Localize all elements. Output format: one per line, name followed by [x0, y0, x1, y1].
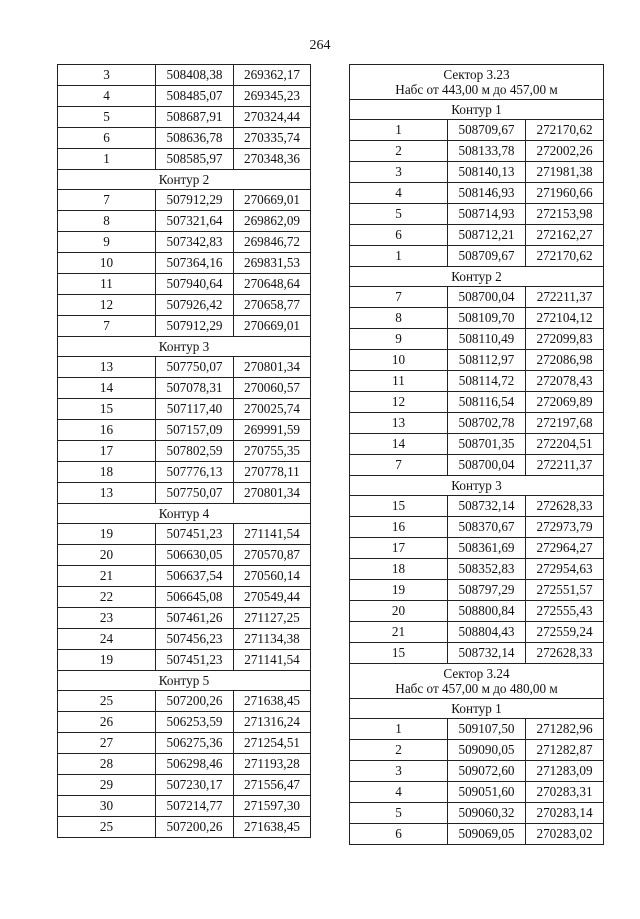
point-number-cell: 19 [58, 650, 156, 671]
y-coordinate-cell: 271141,54 [234, 650, 311, 671]
table-row [350, 371, 604, 392]
contour-header-row [350, 476, 604, 496]
table-row [350, 559, 604, 580]
y-coordinate-cell: 270658,77 [234, 295, 311, 316]
point-number-cell: 17 [58, 441, 156, 462]
point-number-cell: 2 [350, 141, 448, 162]
x-coordinate-cell: 508585,97 [156, 149, 234, 170]
point-number-cell: 15 [350, 496, 448, 517]
table-row [350, 141, 604, 162]
x-coordinate-cell: 506630,05 [156, 545, 234, 566]
point-number-cell: 7 [350, 455, 448, 476]
table-row [350, 455, 604, 476]
y-coordinate-cell: 269991,59 [234, 420, 311, 441]
y-coordinate-cell: 270669,01 [234, 316, 311, 337]
y-coordinate-cell: 272078,43 [526, 371, 604, 392]
coordinates-table-left [57, 64, 311, 838]
point-number-cell: 13 [350, 413, 448, 434]
point-number-cell: 4 [58, 86, 156, 107]
x-coordinate-cell: 508116,54 [448, 392, 526, 413]
table-row [58, 211, 311, 232]
x-coordinate-cell: 508709,67 [448, 246, 526, 267]
y-coordinate-cell: 272170,62 [526, 246, 604, 267]
y-coordinate-cell: 272086,98 [526, 350, 604, 371]
x-coordinate-cell: 507451,23 [156, 650, 234, 671]
x-coordinate-cell: 508361,69 [448, 538, 526, 559]
x-coordinate-cell: 509107,50 [448, 719, 526, 740]
y-coordinate-cell: 270060,57 [234, 378, 311, 399]
x-coordinate-cell: 508712,21 [448, 225, 526, 246]
point-number-cell: 18 [350, 559, 448, 580]
sector-elevation-range: Набс от 443,00 м до 457,00 м [395, 82, 558, 97]
table-row [350, 204, 604, 225]
x-coordinate-cell: 508370,67 [448, 517, 526, 538]
table-row [350, 782, 604, 803]
x-coordinate-cell: 506645,08 [156, 587, 234, 608]
y-coordinate-cell: 270549,44 [234, 587, 311, 608]
sector-title: Сектор 3.23 [443, 66, 510, 82]
y-coordinate-cell: 271638,45 [234, 817, 311, 838]
x-coordinate-cell: 507200,26 [156, 691, 234, 712]
contour-header-row [350, 267, 604, 287]
x-coordinate-cell: 508110,49 [448, 329, 526, 350]
x-coordinate-cell: 506275,36 [156, 733, 234, 754]
y-coordinate-cell: 271638,45 [234, 691, 311, 712]
x-coordinate-cell: 507940,64 [156, 274, 234, 295]
x-coordinate-cell: 508109,70 [448, 308, 526, 329]
y-coordinate-cell: 271254,51 [234, 733, 311, 754]
y-coordinate-cell: 272099,83 [526, 329, 604, 350]
table-row [350, 120, 604, 141]
y-coordinate-cell: 270560,14 [234, 566, 311, 587]
sector-elevation-range: Набс от 457,00 м до 480,00 м [395, 681, 558, 696]
table-row [58, 775, 311, 796]
point-number-cell: 1 [350, 246, 448, 267]
y-coordinate-cell: 271282,87 [526, 740, 604, 761]
y-coordinate-cell: 272002,26 [526, 141, 604, 162]
x-coordinate-cell: 508112,97 [448, 350, 526, 371]
point-number-cell: 20 [58, 545, 156, 566]
table-row [58, 295, 311, 316]
point-number-cell: 12 [58, 295, 156, 316]
y-coordinate-cell: 270324,44 [234, 107, 311, 128]
y-coordinate-cell: 269362,17 [234, 65, 311, 86]
point-number-cell: 6 [350, 824, 448, 845]
x-coordinate-cell: 507750,07 [156, 357, 234, 378]
x-coordinate-cell: 508114,72 [448, 371, 526, 392]
x-coordinate-cell: 507117,40 [156, 399, 234, 420]
x-coordinate-cell: 507157,09 [156, 420, 234, 441]
x-coordinate-cell: 507750,07 [156, 483, 234, 504]
point-number-cell: 26 [58, 712, 156, 733]
point-number-cell: 1 [58, 149, 156, 170]
table-row [58, 253, 311, 274]
x-coordinate-cell: 509072,60 [448, 761, 526, 782]
table-row [350, 761, 604, 782]
x-coordinate-cell: 508687,91 [156, 107, 234, 128]
table-row [58, 483, 311, 504]
point-number-cell: 4 [350, 183, 448, 204]
y-coordinate-cell: 270283,14 [526, 803, 604, 824]
y-coordinate-cell: 270755,35 [234, 441, 311, 462]
point-number-cell: 5 [58, 107, 156, 128]
table-row [58, 190, 311, 211]
page-number: 264 [309, 38, 331, 53]
table-row [58, 65, 311, 86]
y-coordinate-cell: 272162,27 [526, 225, 604, 246]
right-table-body [350, 65, 604, 845]
contour-title: Контур 1 [350, 699, 604, 719]
contour-title: Контур 1 [350, 100, 604, 120]
x-coordinate-cell: 508702,78 [448, 413, 526, 434]
y-coordinate-cell: 272964,27 [526, 538, 604, 559]
table-row [58, 712, 311, 733]
point-number-cell: 19 [350, 580, 448, 601]
y-coordinate-cell: 272069,89 [526, 392, 604, 413]
table-row [350, 517, 604, 538]
contour-title: Контур 4 [58, 504, 311, 524]
x-coordinate-cell: 508800,84 [448, 601, 526, 622]
table-row [350, 162, 604, 183]
point-number-cell: 12 [350, 392, 448, 413]
y-coordinate-cell: 272628,33 [526, 643, 604, 664]
y-coordinate-cell: 269846,72 [234, 232, 311, 253]
point-number-cell: 5 [350, 204, 448, 225]
table-row [350, 824, 604, 845]
y-coordinate-cell: 271193,28 [234, 754, 311, 775]
table-row [58, 462, 311, 483]
table-row [58, 629, 311, 650]
y-coordinate-cell: 271134,38 [234, 629, 311, 650]
x-coordinate-cell: 508732,14 [448, 643, 526, 664]
y-coordinate-cell: 270348,36 [234, 149, 311, 170]
y-coordinate-cell: 272973,79 [526, 517, 604, 538]
contour-title: Контур 3 [58, 337, 311, 357]
table-row [350, 287, 604, 308]
point-number-cell: 20 [350, 601, 448, 622]
point-number-cell: 11 [350, 371, 448, 392]
contour-title: Контур 5 [58, 671, 311, 691]
point-number-cell: 15 [350, 643, 448, 664]
y-coordinate-cell: 272153,98 [526, 204, 604, 225]
contour-title: Контур 2 [58, 170, 311, 190]
point-number-cell: 30 [58, 796, 156, 817]
y-coordinate-cell: 272197,68 [526, 413, 604, 434]
point-number-cell: 21 [350, 622, 448, 643]
coordinates-table-right [349, 64, 604, 845]
x-coordinate-cell: 507364,16 [156, 253, 234, 274]
point-number-cell: 4 [350, 782, 448, 803]
point-number-cell: 16 [350, 517, 448, 538]
x-coordinate-cell: 509060,32 [448, 803, 526, 824]
x-coordinate-cell: 507321,64 [156, 211, 234, 232]
point-number-cell: 5 [350, 803, 448, 824]
x-coordinate-cell: 509069,05 [448, 824, 526, 845]
table-row [350, 719, 604, 740]
table-row [58, 399, 311, 420]
x-coordinate-cell: 507461,26 [156, 608, 234, 629]
x-coordinate-cell: 508133,78 [448, 141, 526, 162]
x-coordinate-cell: 508146,93 [448, 183, 526, 204]
point-number-cell: 8 [58, 211, 156, 232]
contour-title: Контур 2 [350, 267, 604, 287]
table-row [350, 308, 604, 329]
x-coordinate-cell: 507200,26 [156, 817, 234, 838]
table-row [58, 524, 311, 545]
contour-header-row [350, 100, 604, 120]
y-coordinate-cell: 271127,25 [234, 608, 311, 629]
contour-header-row [58, 671, 311, 691]
table-row [58, 566, 311, 587]
x-coordinate-cell: 508352,83 [448, 559, 526, 580]
sector-header-row [350, 664, 604, 699]
table-row [58, 420, 311, 441]
sector-header [350, 65, 604, 100]
point-number-cell: 25 [58, 817, 156, 838]
y-coordinate-cell: 272211,37 [526, 287, 604, 308]
point-number-cell: 6 [58, 128, 156, 149]
table-row [350, 740, 604, 761]
point-number-cell: 24 [58, 629, 156, 650]
point-number-cell: 13 [58, 483, 156, 504]
table-row [58, 128, 311, 149]
point-number-cell: 7 [58, 316, 156, 337]
point-number-cell: 14 [350, 434, 448, 455]
y-coordinate-cell: 272954,63 [526, 559, 604, 580]
y-coordinate-cell: 269862,09 [234, 211, 311, 232]
table-row [350, 643, 604, 664]
point-number-cell: 3 [58, 65, 156, 86]
x-coordinate-cell: 507214,77 [156, 796, 234, 817]
point-number-cell: 19 [58, 524, 156, 545]
y-coordinate-cell: 272170,62 [526, 120, 604, 141]
x-coordinate-cell: 507230,17 [156, 775, 234, 796]
point-number-cell: 10 [350, 350, 448, 371]
point-number-cell: 11 [58, 274, 156, 295]
sector-title: Сектор 3.24 [443, 665, 510, 681]
y-coordinate-cell: 270025,74 [234, 399, 311, 420]
y-coordinate-cell: 271981,38 [526, 162, 604, 183]
table-row [350, 246, 604, 267]
y-coordinate-cell: 270283,02 [526, 824, 604, 845]
point-number-cell: 29 [58, 775, 156, 796]
y-coordinate-cell: 272204,51 [526, 434, 604, 455]
table-row [350, 496, 604, 517]
sector-header [350, 664, 604, 699]
table-row [58, 232, 311, 253]
x-coordinate-cell: 508732,14 [448, 496, 526, 517]
x-coordinate-cell: 509051,60 [448, 782, 526, 803]
table-row [58, 149, 311, 170]
y-coordinate-cell: 270801,34 [234, 357, 311, 378]
table-row [350, 434, 604, 455]
table-row [350, 350, 604, 371]
table-row [58, 650, 311, 671]
x-coordinate-cell: 507451,23 [156, 524, 234, 545]
table-row [350, 538, 604, 559]
y-coordinate-cell: 272104,12 [526, 308, 604, 329]
table-row [58, 107, 311, 128]
point-number-cell: 18 [58, 462, 156, 483]
y-coordinate-cell: 270778,11 [234, 462, 311, 483]
y-coordinate-cell: 271141,54 [234, 524, 311, 545]
y-coordinate-cell: 271597,30 [234, 796, 311, 817]
x-coordinate-cell: 508804,43 [448, 622, 526, 643]
y-coordinate-cell: 270801,34 [234, 483, 311, 504]
x-coordinate-cell: 507456,23 [156, 629, 234, 650]
y-coordinate-cell: 272551,57 [526, 580, 604, 601]
x-coordinate-cell: 507078,31 [156, 378, 234, 399]
x-coordinate-cell: 508709,67 [448, 120, 526, 141]
point-number-cell: 21 [58, 566, 156, 587]
table-row [58, 274, 311, 295]
table-row [58, 733, 311, 754]
table-row [350, 329, 604, 350]
point-number-cell: 27 [58, 733, 156, 754]
contour-header-row [58, 504, 311, 524]
x-coordinate-cell: 506253,59 [156, 712, 234, 733]
x-coordinate-cell: 508700,04 [448, 287, 526, 308]
table-row [58, 587, 311, 608]
point-number-cell: 22 [58, 587, 156, 608]
x-coordinate-cell: 507802,59 [156, 441, 234, 462]
point-number-cell: 9 [58, 232, 156, 253]
table-row [58, 796, 311, 817]
point-number-cell: 13 [58, 357, 156, 378]
table-row [350, 803, 604, 824]
table-row [58, 378, 311, 399]
x-coordinate-cell: 508701,35 [448, 434, 526, 455]
point-number-cell: 9 [350, 329, 448, 350]
point-number-cell: 7 [350, 287, 448, 308]
x-coordinate-cell: 507926,42 [156, 295, 234, 316]
table-row [58, 817, 311, 838]
sector-header-row [350, 65, 604, 100]
point-number-cell: 25 [58, 691, 156, 712]
point-number-cell: 28 [58, 754, 156, 775]
point-number-cell: 1 [350, 719, 448, 740]
contour-header-row [350, 699, 604, 719]
point-number-cell: 17 [350, 538, 448, 559]
point-number-cell: 3 [350, 761, 448, 782]
y-coordinate-cell: 270648,64 [234, 274, 311, 295]
y-coordinate-cell: 271556,47 [234, 775, 311, 796]
point-number-cell: 8 [350, 308, 448, 329]
y-coordinate-cell: 271316,24 [234, 712, 311, 733]
y-coordinate-cell: 270283,31 [526, 782, 604, 803]
y-coordinate-cell: 272559,24 [526, 622, 604, 643]
table-row [350, 183, 604, 204]
point-number-cell: 1 [350, 120, 448, 141]
x-coordinate-cell: 508797,29 [448, 580, 526, 601]
x-coordinate-cell: 507342,83 [156, 232, 234, 253]
table-row [350, 225, 604, 246]
y-coordinate-cell: 271282,96 [526, 719, 604, 740]
point-number-cell: 7 [58, 190, 156, 211]
table-row [58, 691, 311, 712]
table-row [350, 622, 604, 643]
table-row [350, 580, 604, 601]
point-number-cell: 23 [58, 608, 156, 629]
left-table-body [58, 65, 311, 838]
point-number-cell: 16 [58, 420, 156, 441]
x-coordinate-cell: 506298,46 [156, 754, 234, 775]
point-number-cell: 14 [58, 378, 156, 399]
x-coordinate-cell: 506637,54 [156, 566, 234, 587]
table-row [350, 413, 604, 434]
point-number-cell: 2 [350, 740, 448, 761]
x-coordinate-cell: 507912,29 [156, 190, 234, 211]
table-row [58, 441, 311, 462]
x-coordinate-cell: 509090,05 [448, 740, 526, 761]
table-row [58, 545, 311, 566]
table-row [350, 601, 604, 622]
table-row [58, 754, 311, 775]
y-coordinate-cell: 272211,37 [526, 455, 604, 476]
y-coordinate-cell: 271960,66 [526, 183, 604, 204]
y-coordinate-cell: 269345,23 [234, 86, 311, 107]
contour-header-row [58, 170, 311, 190]
table-row [58, 357, 311, 378]
x-coordinate-cell: 508140,13 [448, 162, 526, 183]
x-coordinate-cell: 508700,04 [448, 455, 526, 476]
point-number-cell: 10 [58, 253, 156, 274]
y-coordinate-cell: 272555,43 [526, 601, 604, 622]
x-coordinate-cell: 508636,78 [156, 128, 234, 149]
y-coordinate-cell: 271283,09 [526, 761, 604, 782]
point-number-cell: 6 [350, 225, 448, 246]
y-coordinate-cell: 270335,74 [234, 128, 311, 149]
x-coordinate-cell: 508485,07 [156, 86, 234, 107]
y-coordinate-cell: 272628,33 [526, 496, 604, 517]
y-coordinate-cell: 269831,53 [234, 253, 311, 274]
point-number-cell: 15 [58, 399, 156, 420]
y-coordinate-cell: 270570,87 [234, 545, 311, 566]
contour-title: Контур 3 [350, 476, 604, 496]
contour-header-row [58, 337, 311, 357]
table-row [350, 392, 604, 413]
x-coordinate-cell: 508408,38 [156, 65, 234, 86]
point-number-cell: 3 [350, 162, 448, 183]
x-coordinate-cell: 508714,93 [448, 204, 526, 225]
x-coordinate-cell: 507776,13 [156, 462, 234, 483]
table-row [58, 608, 311, 629]
table-row [58, 316, 311, 337]
x-coordinate-cell: 507912,29 [156, 316, 234, 337]
table-row [58, 86, 311, 107]
y-coordinate-cell: 270669,01 [234, 190, 311, 211]
